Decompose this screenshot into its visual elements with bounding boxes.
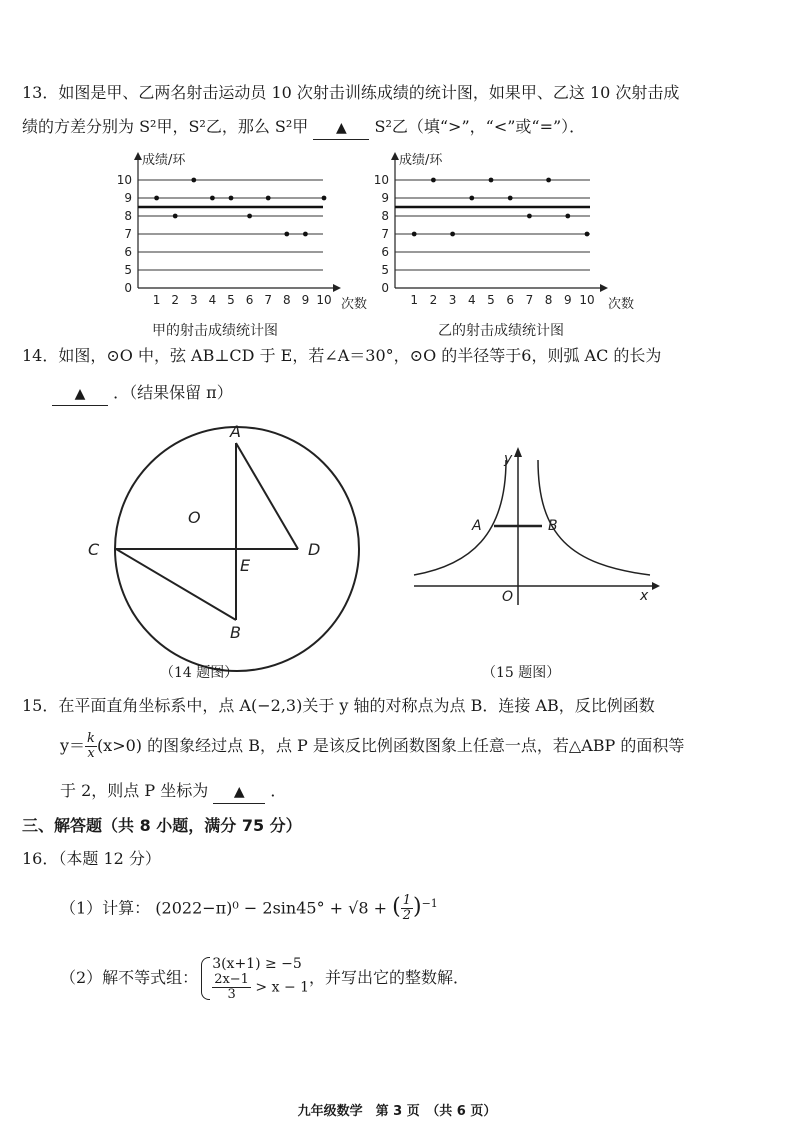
data-point [412,232,417,237]
data-point [229,196,234,201]
y-tick-label: 10 [373,173,389,187]
y-tick-label: 10 [116,173,132,187]
y-tick-label: 0 [124,281,132,295]
x-tick-label: 5 [487,293,495,307]
data-point [527,214,532,219]
label-c: C [88,540,100,559]
y-tick-label: 9 [381,191,389,205]
q13-line1: 13．如图是甲、乙两名射击运动员 10 次射击训练成绩的统计图，如果甲、乙这 10 次射击成 [22,83,680,102]
fraction-k-over-x: $\frac{k}{x}$ [87,731,95,761]
chart-yi-title: 乙的射击成绩统计图 [438,323,564,339]
data-point [322,196,327,201]
q15-line1: 15．在平面直角坐标系中，点 A(−2,3)关于 y 轴的对称点为点 B．连接 AB，反比例函数 [22,696,655,715]
q16-part1 [60,893,438,923]
label-o: O [502,589,514,605]
q16-p2-post: ，并写出它的整数解． [309,968,470,987]
inequality-2: $\frac{2x-1}{3}$ > x − 1 [214,972,310,1002]
q16-part2 [60,955,469,1002]
x-tick-label: 2 [429,293,438,307]
q14-answer-blank[interactable] [52,382,108,406]
exponent: −1 [421,897,438,910]
hyperbola-left [414,460,506,575]
y-tick-label: 8 [381,209,389,223]
fig14-caption: （14 题图） [160,665,239,681]
x-axis-label: 次数 [608,297,635,312]
label-a: A [230,422,241,441]
label-b: B [548,518,558,534]
y-axis-arrow-icon [514,447,522,457]
q15-line2-pre: y＝ [60,736,86,755]
q14-line1: 14．如图，⊙O 中，弦 AB⊥CD 于 E，若∠A＝30°，⊙O 的半径等于6，则弧 AC 的长为 [22,346,662,365]
fig15-caption: （15 题图） [482,665,561,681]
data-point [247,214,252,219]
data-point [585,232,590,237]
q16-p1-label: （1）计算： [60,898,151,918]
figure-15 [410,445,660,610]
data-point [565,214,570,219]
x-tick-label: 10 [316,293,332,307]
y-tick-label: 6 [124,245,132,259]
q15-line3-pre: 于 2，则点 P 坐标为 [60,781,209,800]
paren-open: ( [392,894,401,920]
data-point [210,196,215,201]
segment-cb [116,549,236,620]
q15-line3 [60,780,286,804]
label-y: y [504,451,513,467]
label-e: E [240,556,251,575]
q16-p2-label: （2）解不等式组： [60,968,199,987]
data-point [284,232,289,237]
q16-p1-expr: (2022−π)⁰ − 2sin45° + √8 + [155,898,393,918]
q13-line2 [22,116,585,140]
x-tick-label: 10 [579,293,595,307]
data-point [431,178,436,183]
q15-line2 [60,732,684,761]
q13-line2-pre: 绩的方差分别为 S²甲，S²乙，那么 S²甲 [22,117,309,136]
y-tick-label: 6 [381,245,389,259]
q16-title: 16．（本题 12 分） [22,849,161,868]
section-heading: 三、解答题（共 8 小题，满分 75 分） [22,816,302,835]
y-tick-label: 5 [381,263,389,277]
label-a: A [472,518,482,534]
q15-answer-blank[interactable] [213,780,265,804]
chart-jia-title: 甲的射击成绩统计图 [152,323,278,339]
x-tick-label: 8 [544,293,553,307]
y-tick-label: 7 [124,227,132,241]
x-tick-label: 6 [245,293,254,307]
paren-close: ) [412,894,422,920]
figure-14 [80,415,340,645]
y-axis-label: 成绩/环 [142,153,186,168]
q13-line2-post: S²乙（填“>”，“<”或“=”）． [374,117,586,136]
fraction-one-half: $\frac{1}{2}$ [402,893,411,924]
label-b: B [230,623,241,642]
x-tick-label: 1 [410,293,419,307]
q15-line3-post: ． [270,781,287,800]
x-tick-label: 5 [227,293,235,307]
q13-answer-blank[interactable] [313,116,369,140]
x-tick-label: 1 [152,293,161,307]
x-tick-label: 3 [448,293,457,307]
x-tick-label: 6 [506,293,515,307]
x-tick-label: 9 [563,293,572,307]
label-d: D [308,540,321,559]
data-point [303,232,308,237]
label-x: x [640,588,649,604]
data-point [546,178,551,183]
y-axis-label: 成绩/环 [399,153,443,168]
data-point [489,178,494,183]
y-axis-arrow-icon [134,152,142,160]
data-point [508,196,513,201]
segment-ad [236,443,298,549]
x-tick-label: 9 [301,293,310,307]
data-point [154,196,159,201]
y-tick-label: 9 [124,191,132,205]
q14-line2-post: ．（结果保留 π） [113,383,233,402]
x-tick-label: 3 [189,293,198,307]
x-tick-label: 4 [467,293,476,307]
x-axis-arrow-icon [600,284,608,292]
x-tick-label: 7 [264,293,273,307]
y-tick-label: 5 [124,263,132,277]
q14-line2 [22,382,233,406]
x-tick-label: 7 [525,293,534,307]
x-axis-arrow-icon [652,582,660,590]
chart-yi [360,150,640,320]
data-point [173,214,178,219]
y-tick-label: 8 [124,209,132,223]
q15-line2-post: (x>0) 的图象经过点 B，点 P 是该反比例函数图象上任意一点，若△ABP 的面积等 [96,736,685,755]
x-tick-label: 8 [282,293,291,307]
x-tick-label: 2 [171,293,180,307]
label-o: O [188,508,201,527]
blank-triangle-icon: ▲ [74,386,86,402]
blank-triangle-icon: ▲ [336,120,347,136]
data-point [469,196,474,201]
data-point [450,232,455,237]
x-tick-label: 4 [208,293,217,307]
y-tick-label: 0 [381,281,389,295]
y-tick-label: 7 [381,227,389,241]
blank-triangle-icon: ▲ [233,784,245,800]
x-axis-arrow-icon [333,284,341,292]
x-axis-label: 次数 [341,297,368,312]
inequality-1: 3(x+1) ≥ −5 [212,956,302,972]
page-footer: 九年级数学 第 3 页 （共 6 页） [297,1104,497,1119]
inequality-system [198,955,309,1002]
data-point [191,178,196,183]
y-axis-arrow-icon [391,152,399,160]
chart-jia [108,150,368,320]
data-point [266,196,271,201]
